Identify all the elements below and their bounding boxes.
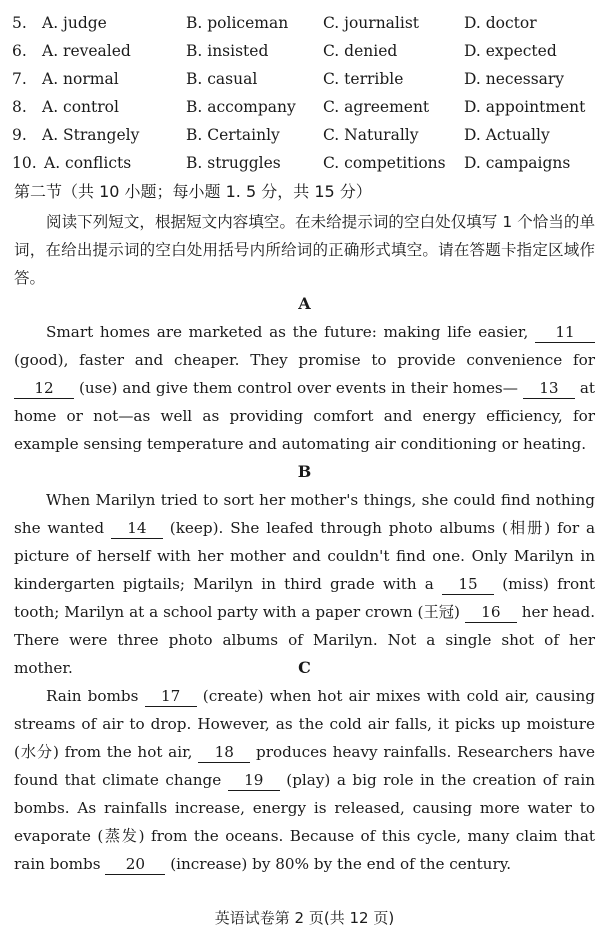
passage-text: (use) and give them control over events in their homes— (78, 379, 518, 397)
option-a: A. revealed (42, 42, 131, 60)
option-d: D. expected (464, 42, 557, 60)
passage-text: (miss) front tooth; Marilyn at a school party with a paper crown (王冠) (14, 575, 596, 621)
passage-c-title: C (298, 658, 311, 677)
answer-blank-16[interactable]: 16 (465, 602, 517, 623)
option-d: D. Actually (464, 126, 550, 144)
option-c: C. agreement (323, 98, 430, 116)
option-c: C. Naturally (323, 126, 419, 144)
choice-row (12, 67, 602, 91)
passage-text: (increase) by 80% by the end of the century. (170, 855, 512, 873)
option-b: B. insisted (186, 42, 269, 60)
question-number: 7. (12, 70, 27, 88)
option-a: A. judge (42, 14, 107, 32)
question-number: 8. (12, 98, 27, 116)
section-instructions: 阅读下列短文，根据短文内容填空。在未给提示词的空白处仅填写 1 个恰当的单词，在给出提示词的空白处用括号内所给词的正确形式填空。请在答题卡指定区域作答。 (14, 213, 595, 287)
passage-text: at home or not—as well as providing comfort and energy efficiency, for example sensing temperature and automating air conditioning or heating. (14, 379, 596, 453)
section-title: 第二节（共 10 小题；每小题 1. 5 分，共 15 分） (14, 182, 372, 201)
question-number: 5. (12, 14, 27, 32)
passage-text: When Marilyn tried to sort her mother's things, she could find nothing she wanted (14, 491, 595, 537)
answer-blank-13[interactable]: 13 (523, 378, 575, 399)
option-d: D. campaigns (464, 154, 571, 172)
option-c: C. competitions (323, 154, 446, 172)
answer-blank-15[interactable]: 15 (442, 574, 494, 595)
option-a: A. control (42, 98, 119, 116)
option-a: A. conflicts (44, 154, 132, 172)
passage-text: produces heavy rainfalls. Researchers have found that climate change (14, 743, 595, 789)
passage-text: Smart homes are marketed as the future: making life easier, (46, 323, 529, 341)
passage-text: Rain bombs (46, 687, 139, 705)
choice-row (12, 151, 602, 175)
answer-blank-12[interactable]: 12 (14, 378, 74, 399)
passage-b-title: B (297, 462, 312, 481)
passage-a (14, 318, 595, 458)
option-b: B. casual (186, 70, 258, 88)
page-footer: 英语试卷第 2 页(共 12 页) (214, 909, 395, 927)
option-d: D. appointment (464, 98, 586, 116)
option-b: B. struggles (186, 154, 281, 172)
question-number: 10. (12, 154, 37, 172)
answer-blank-19[interactable]: 19 (228, 770, 280, 791)
option-b: B. accompany (186, 98, 296, 116)
choice-row (12, 123, 602, 147)
option-c: C. terrible (323, 70, 404, 88)
option-b: B. policeman (186, 14, 289, 32)
option-c: C. denied (323, 42, 398, 60)
option-d: D. necessary (464, 70, 565, 88)
option-d: D. doctor (464, 14, 537, 32)
question-number: 9. (12, 126, 27, 144)
passage-a-title: A (298, 294, 311, 313)
passage-text: her head. There were three photo albums of Marilyn. Not a single shot of her mother. (14, 603, 596, 677)
passage-text: (keep). She leafed through photo albums (相册) for a picture of herself with her mother and couldn't find one. Only Marilyn in kindergarten pigtails; Marilyn in third grade with a (14, 519, 596, 593)
passage-b (14, 486, 595, 682)
answer-blank-18[interactable]: 18 (198, 742, 250, 763)
passage-text: (play) a big role in the creation of rain bombs. As rainfalls increase, energy is released, causing more water to evaporate (蒸发) from the oceans. Because of this cycle, many claim that rain bombs (14, 771, 595, 873)
choice-row (12, 95, 602, 119)
option-b: B. Certainly (186, 126, 280, 144)
choice-row (12, 11, 602, 35)
option-a: A. Strangely (42, 126, 140, 144)
answer-blank-11[interactable]: 11 (535, 322, 595, 343)
passage-c (14, 682, 595, 878)
option-c: C. journalist (323, 14, 420, 32)
answer-blank-14[interactable]: 14 (111, 518, 163, 539)
option-a: A. normal (42, 70, 119, 88)
passage-text: (good), faster and cheaper. They promise to provide convenience for (14, 351, 595, 369)
choice-row (12, 39, 602, 63)
answer-blank-17[interactable]: 17 (145, 686, 197, 707)
question-number: 6. (12, 42, 27, 60)
passage-text: (create) when hot air mixes with cold air, causing streams of air to drop. However, as the cold air falls, it picks up moisture (水分) from the hot air, (14, 687, 596, 761)
answer-blank-20[interactable]: 20 (105, 854, 165, 875)
